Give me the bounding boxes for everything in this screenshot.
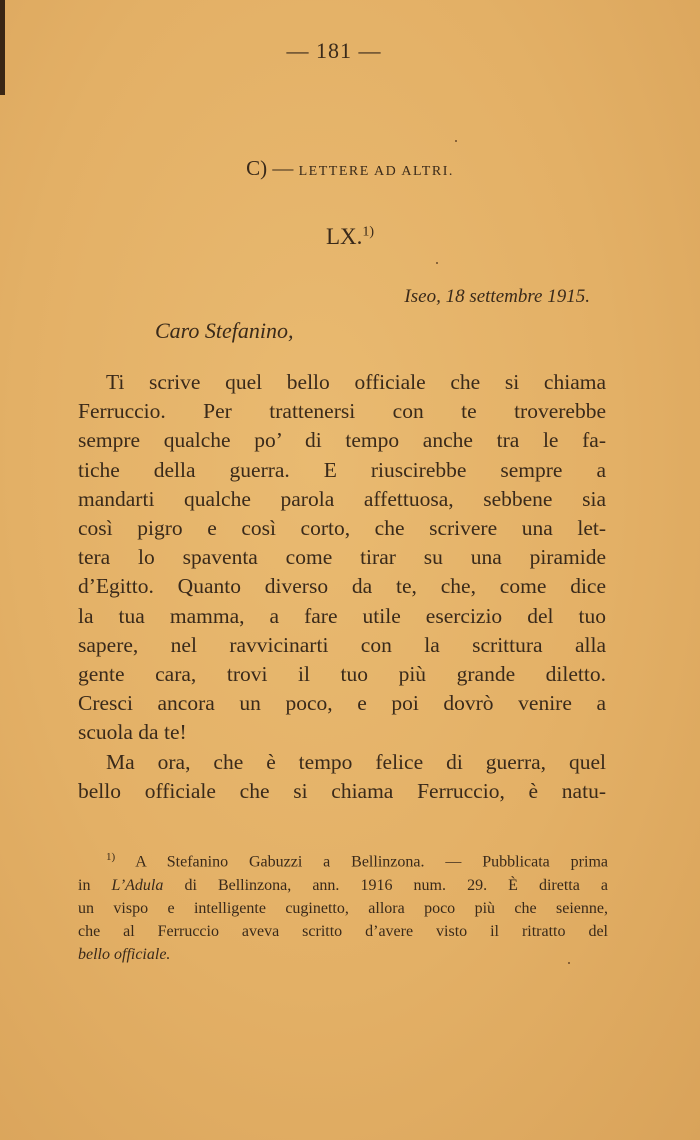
footnote-line: che al Ferruccio aveva scritto d’avere visto il ritratto del xyxy=(78,922,608,940)
section-letter: C) xyxy=(246,156,268,180)
letter-numeral: LX. xyxy=(325,224,363,249)
footnote-line: un vispo e intelligente cuginetto, allora poco più che seienne, xyxy=(78,899,608,917)
salutation: Caro Stefanino, xyxy=(155,318,294,343)
page-number: — 181 — xyxy=(286,38,382,63)
letter-number xyxy=(0,224,700,250)
footnote-italic-text: bello officiale. xyxy=(78,946,171,964)
body-line: Ferruccio. Per trattenersi con te troverebbe xyxy=(78,399,606,424)
body-line: sapere, nel ravvicinarti con la scrittura alla xyxy=(78,632,606,657)
section-dash: — xyxy=(272,156,294,180)
body-line: tera lo spaventa come tirar su una piramide xyxy=(78,545,606,570)
letter-body xyxy=(78,368,606,806)
footnote-line xyxy=(78,943,608,966)
body-line: così pigro e così corto, che scrivere una let- xyxy=(78,516,606,541)
body-line: bello officiale che si chiama Ferruccio, è natu- xyxy=(78,778,606,803)
footnote-text: in xyxy=(78,876,112,894)
footnote-text: di Bellinzona, ann. 1916 num. 29. È diretta a xyxy=(163,876,608,894)
body-line: Ma ora, che è tempo felice di guerra, quel xyxy=(106,749,606,774)
footnote xyxy=(78,846,608,966)
footnote-line xyxy=(78,874,608,897)
letter-footnote-ref: 1) xyxy=(362,224,375,240)
footnote-journal-title: L’Adula xyxy=(111,876,164,894)
place-date: Iseo, 18 settembre 1915. xyxy=(404,286,590,307)
body-line: la tua mamma, a fare utile esercizio del tuo xyxy=(78,603,606,628)
section-heading xyxy=(0,156,700,181)
body-line: gente cara, trovi il tuo più grande diletto. xyxy=(78,662,606,687)
section-title: LETTERE AD ALTRI. xyxy=(298,164,454,179)
paper-speck xyxy=(568,962,570,964)
paper-speck xyxy=(436,262,438,264)
body-line: scuola da te! xyxy=(78,720,187,745)
body-line: sempre qualche po’ di tempo anche tra le fa- xyxy=(78,428,606,453)
body-line: mandarti qualche parola affettuosa, sebbene sia xyxy=(78,486,606,511)
footnote-mark: 1) xyxy=(106,851,116,863)
body-line: tiche della guerra. E riuscirebbe sempre a xyxy=(78,457,606,482)
footnote-line xyxy=(78,846,608,874)
footnote-text: A Stefanino Gabuzzi a Bellinzona. — Pubblicata prima xyxy=(135,853,608,871)
paper-speck xyxy=(455,140,457,142)
body-line: Ti scrive quel bello officiale che si chiama xyxy=(106,370,606,394)
body-line: d’Egitto. Quanto diverso da te, che, come dice xyxy=(78,574,606,599)
body-line: Cresci ancora un poco, e poi dovrò venire a xyxy=(78,691,606,716)
